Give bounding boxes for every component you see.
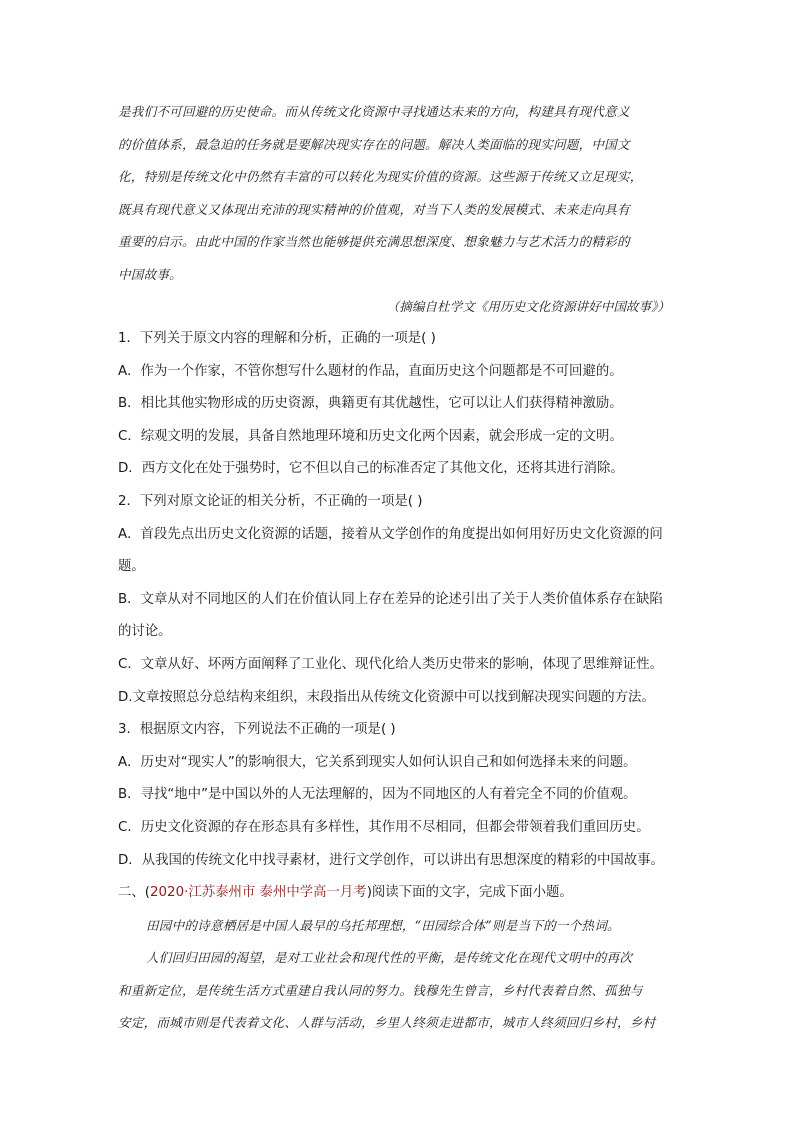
question-2 <box>118 486 676 714</box>
section-2-heading <box>118 877 676 910</box>
passage-paragraph <box>118 96 676 291</box>
question-stem: 3．根据原文内容，下列说法不正确的一项是( ) <box>118 722 396 738</box>
option-a: A．作为一个作家，不管你想写什么题材的作品，直面历史这个问题都是不可回避的。 <box>118 363 623 379</box>
option-c: C．综观文明的发展，具备自然地理环境和历史文化两个因素，就会形成一定的文明。 <box>118 428 623 444</box>
option-d: D．从我国的传统文化中找寻素材，进行文学创作，可以讲出有思想深度的精彩的中国故事。 <box>118 852 664 868</box>
section-2-prefix: 二、( <box>118 885 151 901</box>
question-stem: 2．下列对原文论证的相关分析，不正确的一项是( ) <box>118 493 423 509</box>
passage-line: 化，特别是传统文化中仍然有丰富的可以转化为现实价值的资源。这些源于传统又立足现实， <box>118 169 643 184</box>
option-c: C．历史文化资源的存在形态具有多样性，其作用不尽相同，但都会带领着我们重回历史。 <box>118 819 650 835</box>
option-c: C．文章从好、坏两方面阐释了工业化、现代化给人类历史带来的影响，体现了思维辩证性。 <box>118 656 663 672</box>
question-1 <box>118 323 676 486</box>
passage-line: 中国故事。 <box>118 266 182 282</box>
passage-paragraph <box>118 942 676 1040</box>
passage-bottom <box>118 910 676 1040</box>
passage-line: 和重新定位，是传统生活方式重建自我认同的努力。钱穆先生曾言，乡村代表着自然、孤独与 <box>118 982 643 998</box>
passage-line: 人们回归田园的渴望，是对工业社会和现代性的平衡，是传统文化在现代文明中的再次 <box>146 950 633 966</box>
passage-line: 是我们不可回避的历史使命。而从传统文化资源中寻找通达未来的方向，构建具有现代意义 <box>118 104 630 119</box>
passage-line: 的价值体系，最急迫的任务就是要解决现实存在的问题。解决人类面临的现实问题，中国文 <box>118 136 630 152</box>
passage-paragraph: 田园中的诗意栖居是中国人最早的乌托邦理想，“田园综合体”则是当下的一个热词。 <box>146 917 620 933</box>
option-b: B．相比其他实物形成的历史资源，典籍更有其优越性，它可以让人们获得精神激励。 <box>118 396 623 412</box>
question-3 <box>118 714 676 877</box>
option-d: D．西方文化在处于强势时，它不但以自己的标准否定了其他文化，还将其进行消除。 <box>118 461 624 477</box>
document-page <box>118 96 676 1040</box>
passage-line: 安定，而城市则是代表着文化、人群与活动，乡里人终须走进都市，城市人终须回归乡村，乡村 <box>118 1015 656 1031</box>
question-stem: 1．下列关于原文内容的理解和分析，正确的一项是( ) <box>118 331 436 346</box>
option-a: A．首段先点出历史文化资源的话题，接着从文学创作的角度提出如何用好历史文化资源的问题。 <box>118 526 663 575</box>
passage-source-citation: （摘编自杜学文《用历史文化资源讲好中国故事》） <box>386 299 670 314</box>
option-a: A．历史对“现实人”的影响很大，它关系到现实人如何认识自己和如何选择未来的问题。 <box>118 754 637 770</box>
passage-line: 重要的启示。由此中国的作家当然也能够提供充满思想深度、想象魅力与艺术活力的精彩的 <box>118 234 630 249</box>
option-d: D.文章按照总分总结构来组织，末段指出从传统文化资源中可以找到解决现实问题的方法。 <box>118 689 655 705</box>
section-2-suffix: )阅读下面的文字，完成下面小题。 <box>366 885 573 901</box>
passage-line: 既具有现代意义又体现出充沛的现实精神的价值观，对当下人类的发展模式、未来走向具有 <box>118 201 630 217</box>
option-b: B．文章从对不同地区的人们在价值认同上存在差异的论述引出了关于人类价值体系存在缺陷的讨论。 <box>118 591 663 640</box>
passage-top <box>118 96 676 323</box>
option-b: B．寻找“地中”是中国以外的人无法理解的，因为不同地区的人有着完全不同的价值观。 <box>118 787 637 803</box>
section-2-source-link[interactable]: 2020·江苏泰州市 泰州中学高一月考 <box>150 885 367 901</box>
